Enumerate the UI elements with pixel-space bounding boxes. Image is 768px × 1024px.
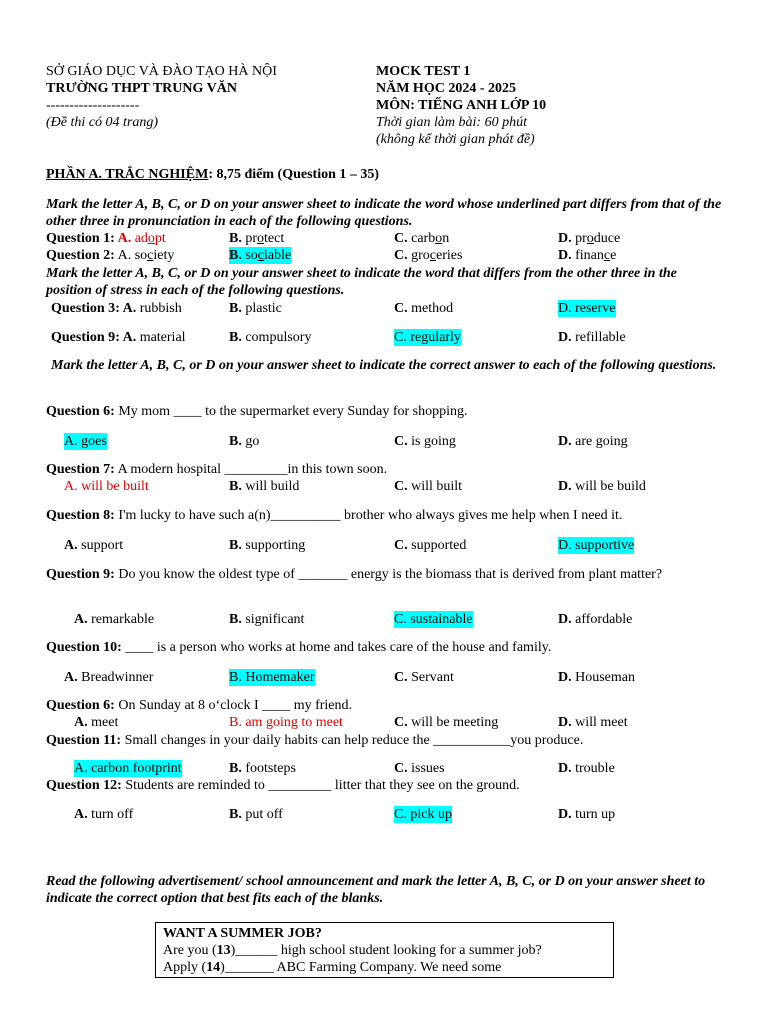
q11-option-c: C. issues (394, 761, 445, 776)
q11-option-b: B. footsteps (229, 761, 296, 776)
q6-option-b: B. go (229, 434, 260, 449)
time-note: (không kể thời gian phát đề) (376, 132, 535, 147)
q9a-option-d: D. refillable (558, 330, 626, 345)
ad-line-14: Apply (14)_______ ABC Farming Company. We need some (163, 960, 502, 975)
section-name: PHẦN A. TRẮC NGHIỆM (46, 167, 209, 182)
q7-option-c: C. will built (394, 479, 463, 494)
question-9-stress: Question 9: A. material (51, 330, 186, 345)
q10-option-c: C. Servant (394, 670, 454, 685)
subject: MÔN: TIẾNG ANH LỚP 10 (376, 98, 547, 113)
q6b-option-b: B. am going to meet (229, 715, 343, 730)
section-title (46, 166, 379, 183)
q11-option-d: D. trouble (558, 761, 615, 776)
q9-option-b: B. significant (229, 612, 305, 627)
q12-option-a: A. turn off (74, 807, 134, 822)
q2-option-b: B. sociable (229, 248, 292, 263)
q10-option-a: A. Breadwinner (64, 670, 154, 685)
instruction-pronunciation: Mark the letter A, B, C, or D on your answer sheet to indicate the word whose underlined part differs from that of the other three in pronunciation in each of the following questions. (46, 197, 722, 229)
advertisement-box (155, 922, 614, 978)
ad-line-13: Are you (13)______ high school student looking for a summer job? (163, 943, 542, 958)
question-12: Question 12: Students are reminded to _________ litter that they see on the ground. (46, 778, 520, 793)
q2-option-c: C. groceries (394, 248, 463, 263)
question-10: Question 10: ____ is a person who works at home and takes care of the house and family. (46, 640, 552, 655)
pages-note: (Đề thi có 04 trang) (46, 115, 158, 130)
q7-option-b: B. will build (229, 479, 300, 494)
q9-option-a: A. remarkable (74, 612, 155, 627)
instruction-reading: Read the following advertisement/ school announcement and mark the letter A, B, C, or D on your answer sheet to indicate the correct option that best fits each of the blanks. (46, 874, 706, 906)
q9a-option-b: B. compulsory (229, 330, 312, 345)
option-a: A. adopt (117, 231, 166, 246)
question-6: Question 6: My mom ____ to the supermarket every Sunday for shopping. (46, 404, 468, 419)
question-1 (46, 230, 166, 247)
question-2 (46, 247, 174, 264)
question-label: Question 1: (46, 231, 118, 246)
section-score: : 8,75 điểm (Question 1 – 35) (208, 167, 380, 182)
question-9: Question 9: Do you know the oldest type of _______ energy is the biomass that is derived from plant matter? (46, 567, 663, 582)
q7-option-d: D. will be build (558, 479, 646, 494)
q6b-option-a: A. meet (74, 715, 119, 730)
q6-option-a: A. goes (64, 434, 107, 449)
q8-option-b: B. supporting (229, 538, 306, 553)
option-a: A. society (117, 248, 175, 263)
question-8: Question 8: I'm lucky to have such a(n)__________ brother who always gives me help when I need it. (46, 508, 623, 523)
q6-option-c: C. is going (394, 434, 456, 449)
q12-option-c: C. pick up (394, 807, 452, 822)
q9-option-c: C. sustainable (394, 612, 473, 627)
school-year: NĂM HỌC 2024 - 2025 (376, 81, 516, 96)
q1-option-d: D. produce (558, 231, 621, 246)
q3-option-c: C. method (394, 301, 454, 316)
q6b-option-d: D. will meet (558, 715, 628, 730)
q7-option-a: A. will be built (64, 479, 149, 494)
q10-option-d: D. Houseman (558, 670, 636, 685)
q8-option-a: A. support (64, 538, 124, 553)
q6b-option-c: C. will be meeting (394, 715, 499, 730)
q10-option-b: B. Homemaker (229, 670, 315, 685)
department-name: SỞ GIÁO DỤC VÀ ĐÀO TẠO HÀ NỘI (46, 64, 277, 79)
q2-option-d: D. finance (558, 248, 617, 263)
q6-option-d: D. are going (558, 434, 628, 449)
header-divider: -------------------- (46, 98, 140, 113)
q12-option-b: B. put off (229, 807, 283, 822)
q9a-option-c: C. regularly (394, 330, 461, 345)
q11-option-a: A. carbon footprint (74, 761, 182, 776)
q1-option-c: C. carbon (394, 231, 450, 246)
test-title: MOCK TEST 1 (376, 64, 471, 79)
instruction-correct: Mark the letter A, B, C, or D on your answer sheet to indicate the correct answer to each of the following questions. (51, 358, 717, 373)
time-limit: Thời gian làm bài: 60 phút (376, 115, 527, 130)
question-11: Question 11: Small changes in your daily habits can help reduce the ___________you produce. (46, 733, 584, 748)
instruction-stress: Mark the letter A, B, C, or D on your answer sheet to indicate the word that differs from the other three in the position of stress in each of the following questions. (46, 266, 677, 298)
q3-option-b: B. plastic (229, 301, 282, 316)
question-label: Question 2: (46, 248, 115, 263)
q12-option-d: D. turn up (558, 807, 616, 822)
q8-option-d: D. supportive (558, 538, 635, 553)
q8-option-c: C. supported (394, 538, 467, 553)
ad-title: WANT A SUMMER JOB? (163, 926, 322, 941)
question-3: Question 3: A. rubbish (51, 301, 182, 316)
q9-option-d: D. affordable (558, 612, 633, 627)
question-6b: Question 6: On Sunday at 8 o‘clock I ____ my friend. (46, 698, 353, 713)
q1-option-b: B. protect (229, 231, 285, 246)
q3-option-d: D. reserve (558, 301, 616, 316)
school-name: TRƯỜNG THPT TRUNG VĂN (46, 81, 237, 96)
question-7: Question 7: A modern hospital _________in this town soon. (46, 462, 388, 477)
